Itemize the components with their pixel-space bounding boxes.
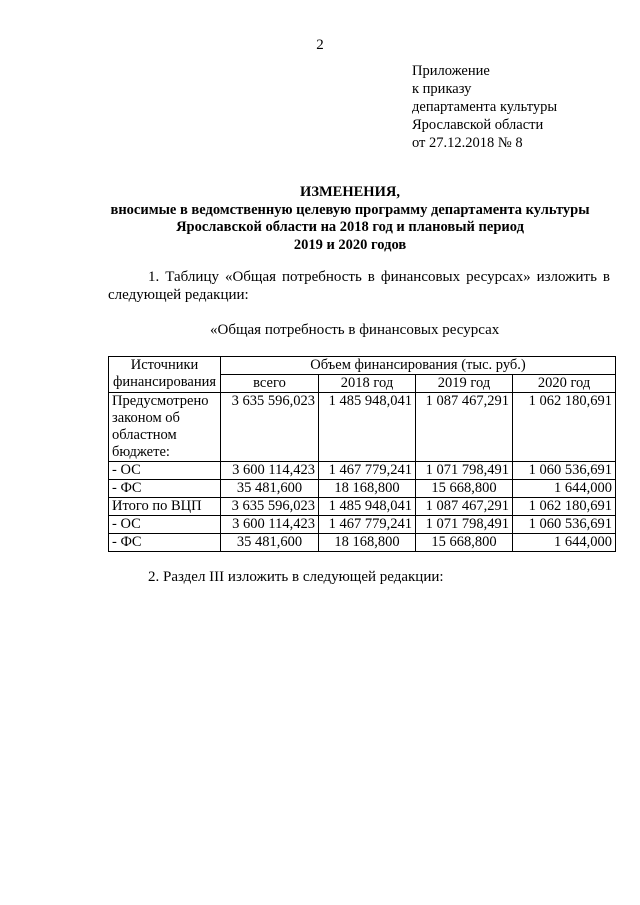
cell-2020: 1 062 180,691 [513,498,616,516]
cell-total: 3 600 114,423 [221,516,319,534]
title-line: 2019 и 2020 годов [293,236,407,253]
cell-2020: 1 644,000 [513,480,616,498]
table-row [109,462,616,480]
table-row [109,393,616,462]
paragraph-1: 1. Таблицу «Общая потребность в финансовых ресурсах» изложить в следующей редакции: [108,269,610,303]
cell-2018: 1 485 948,041 [319,393,416,462]
row-source: - ФС [109,534,221,552]
document-title [90,184,610,254]
cell-2020: 1 060 536,691 [513,516,616,534]
table-row [109,534,616,552]
appendix-line: департамента культуры [412,99,558,115]
row-source: - ОС [109,462,221,480]
table-row [109,498,616,516]
appendix-line: Приложение [412,63,490,79]
title-line: вносимые в ведомственную целевую программу департамента культуры [110,201,590,218]
table-row [109,516,616,534]
table-caption: «Общая потребность в финансовых ресурсах [210,322,500,338]
cell-2019: 1 087 467,291 [416,498,513,516]
table-row [109,480,616,498]
subheader-total: всего [221,375,319,393]
cell-2019: 15 668,800 [416,534,513,552]
cell-2020: 1 644,000 [513,534,616,552]
appendix-line: Ярославской области [412,117,544,133]
subheader-2018: 2018 год [319,375,416,393]
cell-total: 3 600 114,423 [221,462,319,480]
cell-total: 35 481,600 [221,534,319,552]
cell-total: 3 635 596,023 [221,393,319,462]
cell-2018: 1 485 948,041 [319,498,416,516]
cell-2019: 1 087 467,291 [416,393,513,462]
subheader-2020: 2020 год [513,375,616,393]
row-source: - ОС [109,516,221,534]
cell-2018: 1 467 779,241 [319,462,416,480]
title-line: Ярославской области на 2018 год и плановый период [176,219,524,235]
row-source: - ФС [109,480,221,498]
cell-2019: 1 071 798,491 [416,462,513,480]
appendix-line: к приказу [412,81,472,97]
page-number: 2 [316,37,324,53]
cell-2019: 15 668,800 [416,480,513,498]
cell-2018: 18 168,800 [319,534,416,552]
cell-total: 3 635 596,023 [221,498,319,516]
cell-2020: 1 062 180,691 [513,393,616,462]
subheader-2019: 2019 год [416,375,513,393]
row-source: Предусмотрено законом об областном бюджете: [109,393,221,462]
paragraph-2: 2. Раздел III изложить в следующей редакции: [148,569,444,585]
cell-2018: 18 168,800 [319,480,416,498]
appendix-line: от 27.12.2018 № 8 [412,135,523,151]
cell-2018: 1 467 779,241 [319,516,416,534]
header-source: Источники финансирования [109,357,221,393]
cell-2019: 1 071 798,491 [416,516,513,534]
row-source: Итого по ВЦП [109,498,221,516]
cell-total: 35 481,600 [221,480,319,498]
header-volume: Объем финансирования (тыс. руб.) [221,357,616,375]
cell-2020: 1 060 536,691 [513,462,616,480]
financing-table [108,356,616,552]
title-line: ИЗМЕНЕНИЯ, [300,184,400,200]
appendix-block [412,62,557,152]
